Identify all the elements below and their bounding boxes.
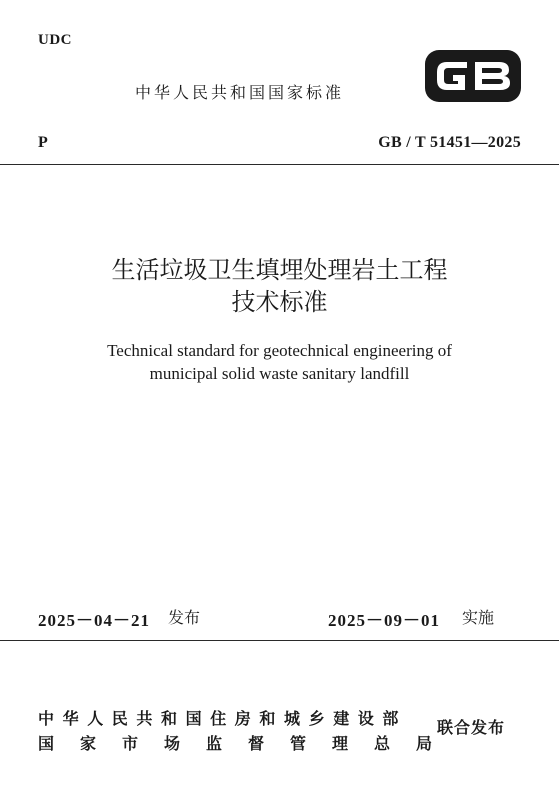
- standard-number: GB / T 51451—2025: [378, 134, 521, 151]
- top-divider: [0, 164, 559, 165]
- effective-label: 实施: [462, 608, 495, 627]
- title-cn-line2: 技术标准: [231, 288, 328, 316]
- title-en-line1: Technical standard for geotechnical engineering of: [107, 341, 452, 360]
- classification-code: P: [38, 134, 48, 151]
- national-standard-heading: 中华人民共和国国家标准: [135, 83, 345, 102]
- issue-date: 2025－04－21: [38, 611, 150, 630]
- gb-logo: [423, 48, 523, 104]
- udc-label: UDC: [38, 32, 72, 48]
- title-cn-line1: 生活垃圾卫生填埋处理岩土工程: [111, 256, 448, 284]
- bottom-divider: [0, 640, 559, 641]
- issuer-administration: 国家市场监督管理总局: [38, 734, 459, 753]
- effective-date: 2025－09－01: [328, 611, 440, 630]
- gb-logo-icon: [423, 48, 523, 104]
- title-en-line2: municipal solid waste sanitary landfill: [149, 364, 410, 383]
- issue-label: 发布: [168, 608, 201, 627]
- issuer-ministry: 中华人民共和国住房和城乡建设部: [38, 709, 408, 728]
- joint-issue-label: 联合发布: [437, 718, 506, 737]
